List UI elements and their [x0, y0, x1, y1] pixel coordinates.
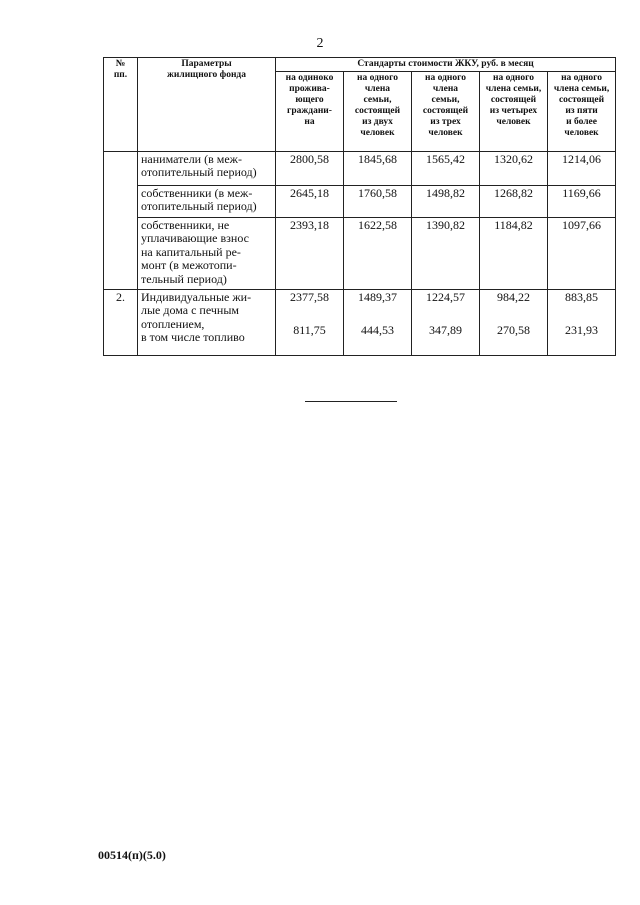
header-family-of-two: на одного члена семьи, состоящей из двух человек	[344, 71, 412, 151]
row-parameter: наниматели (в меж- отопительный период)	[138, 151, 276, 185]
row-parameter: собственники (в меж- отопительный период)	[138, 185, 276, 217]
header-parameters-column: Параметры жилищного фонда	[138, 58, 276, 152]
table-row	[104, 217, 616, 289]
value-two: 1622,58	[344, 217, 412, 289]
value-three: 1224,57 347,89	[412, 289, 480, 355]
header-single-resident: на одиноко прожива- ющего граждани- на	[276, 71, 344, 151]
value-single: 2377,58 811,75	[276, 289, 344, 355]
header-cost-standards-group: Стандарты стоимости ЖКУ, руб. в месяц	[276, 58, 616, 72]
fuel-value: 231,93	[565, 323, 599, 338]
value-four: 984,22 270,58	[480, 289, 548, 355]
document-code: 00514(п)(5.0)	[98, 848, 166, 862]
page-number: 2	[316, 36, 324, 51]
value-four: 1184,82	[480, 217, 548, 289]
value-three: 1498,82	[412, 185, 480, 217]
fuel-value: 811,75	[293, 323, 326, 338]
separator-rule	[305, 401, 397, 402]
value-three: 1390,82	[412, 217, 480, 289]
value-five-plus: 1097,66	[548, 217, 616, 289]
row-parameter: Индивидуальные жи- лые дома с печным отоплением, в том числе топливо	[138, 289, 276, 355]
value-five-plus: 1214,06	[548, 151, 616, 185]
row-number: 2.	[104, 289, 138, 355]
value-three: 1565,42	[412, 151, 480, 185]
value-five-plus: 1169,66	[548, 185, 616, 217]
value-two: 1845,68	[344, 151, 412, 185]
row-parameter: собственники, не уплачивающие взнос на капитальный ре- монт (в межотопи- тельный период)	[138, 217, 276, 289]
header-family-of-four: на одного члена семьи, состоящей из четырех человек	[480, 71, 548, 151]
row-number	[104, 151, 138, 289]
header-family-of-three: на одного члена семьи, состоящей из трех человек	[412, 71, 480, 151]
value-four: 1320,62	[480, 151, 548, 185]
value-single: 2393,18	[276, 217, 344, 289]
value-single: 2800,58	[276, 151, 344, 185]
fuel-value: 270,58	[497, 323, 530, 338]
fuel-value: 444,53	[361, 323, 394, 338]
housing-cost-standards-table	[103, 57, 616, 356]
value-four: 1268,82	[480, 185, 548, 217]
header-family-of-five-plus: на одного члена семьи, состоящей из пяти и более человек	[548, 71, 616, 151]
value-single: 2645,18	[276, 185, 344, 217]
value-two: 1489,37 444,53	[344, 289, 412, 355]
table-row	[104, 289, 616, 355]
header-number-column: № пп.	[104, 58, 138, 152]
fuel-value: 347,89	[429, 323, 462, 338]
value-two: 1760,58	[344, 185, 412, 217]
value-five-plus: 883,85 231,93	[548, 289, 616, 355]
table-row	[104, 151, 616, 185]
table-row	[104, 185, 616, 217]
